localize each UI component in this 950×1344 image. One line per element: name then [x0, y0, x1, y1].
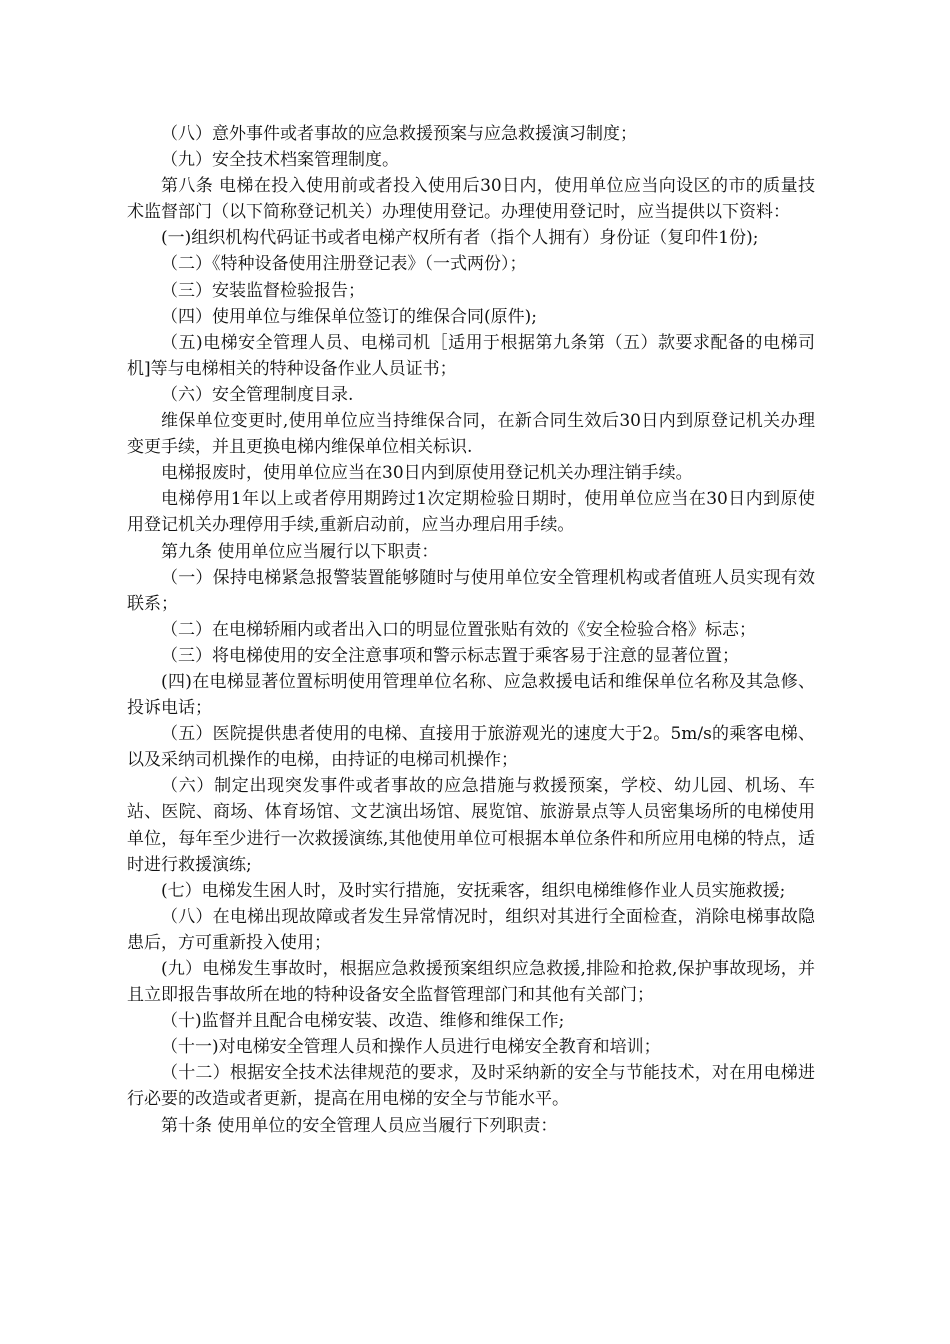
paragraph-duty-1: （一）保持电梯紧急报警装置能够随时与使用单位安全管理机构或者值班人员实现有效联系；: [127, 567, 815, 614]
paragraph-item-9-archive: （九）安全技术档案管理制度。: [161, 150, 399, 171]
paragraph-suspension: 电梯停用1年以上或者停用期跨过1次定期检验日期时，使用单位应当在30日内到原使用登记机关办理停用手续,重新启动前，应当办理启用手续。: [127, 489, 815, 536]
document-body: [127, 121, 815, 1139]
paragraph-article-8: 第八条 电梯在投入使用前或者投入使用后30日内，使用单位应当向设区的市的质量技术监督部门（以下简称登记机关）办理使用登记。办理使用登记时，应当提供以下资料：: [127, 176, 815, 223]
paragraph-duty-5: （五）医院提供患者使用的电梯、直接用于旅游观光的速度大于2。5m/s的乘客电梯、以及采纳司机操作的电梯，由持证的电梯司机操作；: [127, 724, 815, 771]
paragraph-duty-4: (四)在电梯显著位置标明使用管理单位名称、应急救援电话和维保单位名称及其急修、投诉电话；: [127, 671, 815, 719]
paragraph-duty-10: （十)监督并且配合电梯安装、改造、维修和维保工作;: [161, 1011, 565, 1032]
paragraph-doc-1: (一)组织机构代码证书或者电梯产权所有者（指个人拥有）身份证（复印件1份);: [161, 228, 759, 249]
paragraph-doc-3: （三）安装监督检验报告；: [161, 280, 365, 301]
paragraph-scrap: 电梯报废时，使用单位应当在30日内到原使用登记机关办理注销手续。: [161, 463, 693, 484]
paragraph-duty-12: （十二）根据安全技术法律规范的要求，及时采纳新的安全与节能技术，对在用电梯进行必要的改造或者更新，提高在用电梯的安全与节能水平。: [127, 1063, 815, 1110]
paragraph-doc-6: （六）安全管理制度目录.: [161, 384, 354, 405]
paragraph-duty-3: （三）将电梯使用的安全注意事项和警示标志置于乘客易于注意的显著位置；: [161, 645, 739, 666]
paragraph-maintenance-change: 维保单位变更时,使用单位应当持维保合同，在新合同生效后30日内到原登记机关办理变更手续，并且更换电梯内维保单位相关标识.: [127, 411, 815, 458]
paragraph-duty-6: （六）制定出现突发事件或者事故的应急措施与救援预案，学校、幼儿园、机场、车站、医院、商场、体育场馆、文艺演出场馆、展览馆、旅游景点等人员密集场所的电梯使用单位，每年至少进行一次救援演练,其他使用单位可根据本单位条件和所应用电梯的特点，适时进行救援演练;: [127, 776, 815, 875]
paragraph-doc-2: （二）《特种设备使用注册登记表》（一式两份）；: [161, 254, 527, 275]
paragraph-duty-7: (七）电梯发生困人时，及时实行措施，安抚乘客，组织电梯维修作业人员实施救援;: [161, 880, 786, 901]
paragraph-duty-2: （二）在电梯轿厢内或者出入口的明显位置张贴有效的《安全检验合格》标志；: [161, 619, 756, 640]
paragraph-duty-8: （八）在电梯出现故障或者发生异常情况时，组织对其进行全面检查，消除电梯事故隐患后，方可重新投入使用；: [127, 906, 815, 953]
paragraph-duty-11: （十一)对电梯安全管理人员和操作人员进行电梯安全教育和培训；: [161, 1037, 661, 1058]
paragraph-doc-4: （四）使用单位与维保单位签订的维保合同(原件);: [161, 306, 537, 327]
paragraph-article-10: 第十条 使用单位的安全管理人员应当履行下列职责：: [161, 1115, 558, 1136]
paragraph-doc-5: （五)电梯安全管理人员、电梯司机［适用于根据第九条第（五）款要求配备的电梯司机]等与电梯相关的特种设备作业人员证书；: [127, 332, 815, 379]
paragraph-article-9: 第九条 使用单位应当履行以下职责：: [161, 541, 439, 562]
paragraph-duty-9: (九）电梯发生事故时，根据应急救援预案组织应急救援,排险和抢救,保护事故现场，并且立即报告事故所在地的特种设备安全监督管理部门和其他有关部门；: [127, 959, 815, 1006]
paragraph-item-8-emergency-plan: （八）意外事件或者事故的应急救援预案与应急救援演习制度；: [161, 124, 637, 144]
